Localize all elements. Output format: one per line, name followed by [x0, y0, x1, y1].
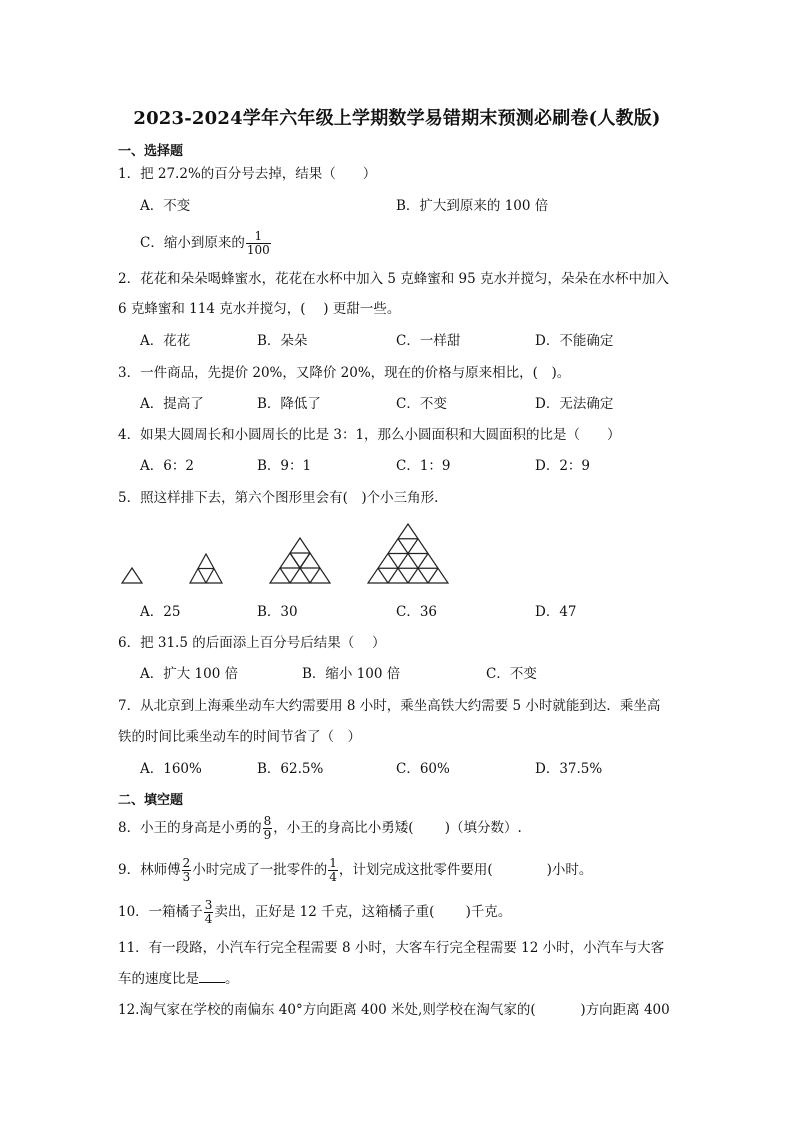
question-10: [118, 899, 511, 926]
section-heading-fill: 二、填空题: [118, 793, 184, 808]
section-heading-choice: 一、选择题: [118, 144, 184, 159]
question-3-stem: 3．一件商品，先提价 20%，又降价 20%，现在的价格与原来相比，( )。: [118, 365, 571, 381]
question-8-text-post: ，小王的身高比小勇矮( )（填分数）.: [273, 820, 522, 836]
question-3-option-c: C．不变: [396, 396, 447, 412]
question-9: [118, 857, 592, 884]
question-11-text: 车的速度比是: [118, 971, 199, 987]
question-5-option-a: A．25: [140, 604, 181, 620]
question-6-option-c: C．不变: [486, 666, 537, 682]
question-1-option-b: B．扩大到原来的 100 倍: [396, 198, 549, 214]
fraction-two-thirds: [182, 857, 192, 884]
answer-blank: [199, 970, 225, 983]
question-12-stem: 12.淘气家在学校的南偏东 40°方向距离 400 米处,则学校在淘气家的( )方向距离 400: [118, 1002, 670, 1018]
question-2-option-d: D．不能确定: [535, 333, 614, 349]
question-5-option-d: D．47: [535, 604, 577, 620]
question-7-option-b: B．62.5%: [257, 761, 324, 777]
fraction-eight-ninths: [263, 815, 273, 842]
triangle-figure-4: [368, 524, 448, 583]
question-9-text-post: ，计划完成这批零件要用( )小时。: [338, 862, 593, 878]
triangle-figure-2: [190, 554, 222, 583]
fraction-three-quarters: [204, 899, 214, 926]
question-1-option-a: A．不变: [140, 198, 191, 214]
question-10-text-pre: 10．一箱橘子: [118, 904, 203, 920]
question-4-option-b: B．9：1: [257, 458, 312, 474]
page-title: 2023-2024学年六年级上学期数学易错期末预测必刷卷(人教版): [133, 108, 661, 129]
fraction-numerator: 8: [263, 814, 272, 828]
fraction-numerator: 1: [329, 856, 337, 870]
question-9-text-pre: 9．林师傅: [118, 862, 181, 878]
question-7-stem-line-2: 铁的时间比乘坐动车的时间节省了（ ）: [118, 729, 361, 745]
question-2-option-b: B．朵朵: [257, 333, 308, 349]
triangle-figure-1: [122, 568, 142, 583]
question-6-stem: 6．把 31.5 的后面添上百分号后结果（ ）: [118, 635, 386, 651]
question-11-text-post: 。: [225, 971, 239, 987]
question-4-option-d: D．2：9: [535, 458, 591, 474]
question-5-stem: 5．照这样排下去，第六个图形里会有( )个小三角形.: [118, 490, 439, 506]
question-9-text-mid: 小时完成了一批零件的: [192, 862, 328, 878]
question-3-option-b: B．降低了: [257, 396, 321, 412]
question-1-option-c: [140, 230, 272, 257]
fraction-denominator: 9: [263, 828, 272, 842]
fraction-denominator: 100: [246, 243, 270, 257]
triangle-pattern-figure: [118, 520, 458, 586]
question-6-option-b: B．缩小 100 倍: [302, 666, 401, 682]
triangle-figure-3: [270, 538, 330, 583]
question-5-option-b: B．30: [257, 604, 298, 620]
fraction-denominator: 4: [329, 870, 337, 884]
fraction-one-quarter: [328, 857, 338, 884]
fraction-denominator: 4: [204, 912, 213, 926]
fraction-numerator: 1: [246, 230, 271, 244]
question-8-text-pre: 8．小王的身高是小勇的: [118, 820, 262, 836]
question-5-option-c: C．36: [396, 604, 438, 620]
fraction-one-hundredth: [246, 230, 271, 257]
question-2-option-c: C．一样甜: [396, 333, 461, 349]
question-11-stem-line-2: [118, 970, 239, 988]
option-c-text: C．缩小到原来的: [140, 235, 245, 251]
question-7-stem-line-1: 7．从北京到上海乘坐动车大约需要用 8 小时，乘坐高铁大约需要 5 小时就能到达．乘坐高: [118, 698, 661, 714]
question-2-option-a: A．花花: [140, 333, 191, 349]
question-4-option-a: A．6：2: [140, 458, 194, 474]
question-8: [118, 815, 522, 842]
question-3-option-d: D．无法确定: [535, 396, 614, 412]
question-4-stem: 4．如果大圆周长和小圆周长的比是 3：1，那么小圆面积和大圆面积的比是（ ）: [118, 427, 621, 443]
question-11-stem-line-1: 11．有一段路，小汽车行完全程需要 8 小时，大客车行完全程需要 12 小时，小汽车与大客: [118, 940, 665, 956]
question-2-stem-line-2: 6 克蜂蜜和 114 克水并搅匀，( ) 更甜一些。: [118, 301, 401, 317]
fraction-numerator: 2: [182, 856, 191, 870]
question-3-option-a: A．提高了: [140, 396, 204, 412]
question-7-option-d: D．37.5%: [535, 761, 603, 777]
fraction-denominator: 3: [182, 870, 191, 884]
question-10-text-post: 卖出，正好是 12 千克，这箱橘子重( )千克。: [214, 904, 512, 920]
question-2-stem-line-1: 2．花花和朵朵喝蜂蜜水，花花在水杯中加入 5 克蜂蜜和 95 克水并搅匀，朵朵在水杯中加入: [118, 271, 670, 287]
question-4-option-c: C．1：9: [396, 458, 451, 474]
question-1-stem: 1．把 27.2%的百分号去掉，结果（ ）: [118, 166, 377, 182]
question-7-option-c: C．60%: [396, 761, 450, 777]
question-6-option-a: A．扩大 100 倍: [140, 666, 239, 682]
question-7-option-a: A．160%: [140, 761, 202, 777]
fraction-numerator: 3: [204, 898, 213, 912]
